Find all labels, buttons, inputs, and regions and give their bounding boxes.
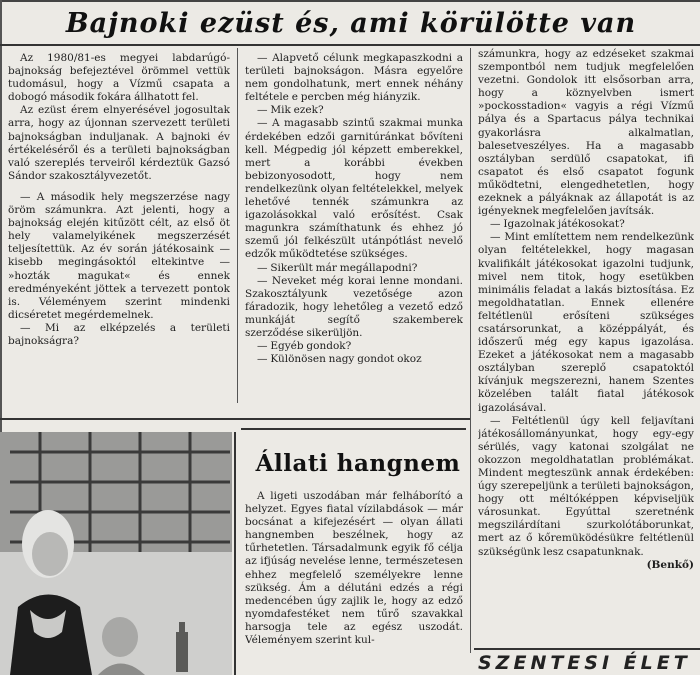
author-signature: (Benkő) bbox=[646, 558, 694, 571]
swimming-pool-photo bbox=[0, 432, 232, 675]
col2-paragraph-1: — Alapvető célunk megkapaszkodni a területi bajnokságon. Másra egyelőre nem gondolhatunk, mert ennek néhány feltétele e percben még hiányzik. bbox=[245, 52, 463, 104]
title-box-top bbox=[241, 428, 466, 430]
second-article-paragraph: A ligeti uszodában már felháborító a helyzet. Egyes fiatal vízilabdások — már bocsánat a kifejezésért — olyan állati hangnemben beszélnek, hogy az tűrhetetlen. Társadalmunk egyik fő célja az ifjúság nevelése lenne, természetesen ehhez megfelelő személyekre lenne szükség. Ám a délutáni edzés a régi medencében úgy zajlik le, hogy az edző nyomdafestéket nem tűrő szavakkal harsogja tele az egész uszodát. Véleményem szerint kul- bbox=[245, 490, 463, 647]
photo-illustration bbox=[0, 432, 232, 675]
article-column-3 bbox=[478, 48, 694, 646]
article-headline: Bajnoki ezüst és, ami körülötte van bbox=[65, 8, 637, 39]
col3-paragraph-2: — Igazolnak játékosokat? bbox=[490, 218, 625, 231]
col3-paragraph-3: — Mint említettem nem rendelkezünk olyan feltételekkel, hogy magasan kvalifikált játékosokat igazolni tudjunk, mivel nem titok, hogy esetükben minimális feladat a lakás biztosítása. Ez megoldhatatlan. Ennek ellenére feltétlenül erősíteni szükséges csatársorunkat, a középpályát, és időszerű még egy kapus igazolása. Ezeket a játékosokat nem a magasabb osztályban szereplő csapatoktól kívánjuk megszerezni, hanem Szentes közelében talált fiatal játékosok igazolásával. bbox=[478, 231, 694, 414]
column-divider-2 bbox=[470, 48, 471, 653]
col3-paragraph-4: — Feltétlenül úgy kell feljavítani játékosállományunkat, hogy egy-egy sérülés, vagy katonai szolgálat ne okozzon megoldhatatlan problémákat. Mindent megteszünk annak érdekében: úgy szerepeljünk a területi bajnokságon, hogy ott méltóképpen képviseljük városunkat. Egyúttal szeretnénk megszilárdítani szurkolótáborunkat, mert az ő kőremüködésükre feltétlenül szükségünk lesz csapatunknak. bbox=[478, 414, 694, 558]
col1-paragraph-4: — Mi az elképzelés a területi bajnokságra? bbox=[8, 321, 230, 347]
article-column-1 bbox=[8, 52, 230, 417]
second-article-title: Állati hangnem bbox=[255, 450, 461, 477]
col1-paragraph-3: — A második hely megszerzése nagy öröm számunkra. Azt jelenti, hogy a bajnokság elején kitűzött célt, az első öt hely valamelyikének megszerzését teljesítettük. Az év során játékosaink — kisebb megingásoktól eltekintve — »hozták magukat« és ennek eredményeként jöttek a tervezett pontok is. Véleményem szerint mindenki dicséretet megérdemelnek. bbox=[8, 190, 230, 321]
col1-paragraph-2: Az ezüst érem elnyerésével jogosultak arra, hogy az újonnan szervezett területi bajnokságban induljanak. A bajnoki év értékeléséről és a területi bajnokságban való szereplés terveiről kérdeztük Gazsó Sándor szakosztályvezetőt. bbox=[8, 104, 230, 182]
second-article-body bbox=[245, 490, 463, 675]
newspaper-masthead: SZENTESI ÉLET bbox=[478, 652, 691, 674]
col2-paragraph-4: — Sikerült már megállapodni? bbox=[257, 261, 418, 274]
col3-paragraph-1: számunkra, hogy az edzéseket szakmai szempontból nem tudjuk megfelelően vezetni. Gondolok itt elsősorban arra, hogy a köznyelvben ismert »pockosstadion« vagyis a régi Vízmű pálya és a Spartacus pálya technikai gyakorlásra alkalmatlan, balesetveszélyes. Ha a magasabb osztályban serdülő csapatokat, ifi csapatot és első csapatot fogunk működtetni, elengedhetetlen, hogy ezeknek a pályáknak az állapotát is az igényeknek megfelelően javítsák. bbox=[478, 48, 694, 218]
photo-divider bbox=[234, 432, 236, 675]
top-border bbox=[0, 0, 700, 2]
story-separator bbox=[0, 418, 470, 420]
col1-paragraph-1: Az 1980/81-es megyei labdarúgó-bajnokság befejeztével örömmel vettük tudomásul, hogy a Vízmű csapata a dobogó második fokára állhatott fel. bbox=[8, 52, 230, 104]
col2-paragraph-3: — A magasabb szintű szakmai munka érdekében edzői garnitúránkat bővíteni kell. Mégpedig jól képzett emberekkel, mert a korábbi években bebizonyosodott, hogy nem rendelkezünk olyan feltételekkel, melyek lehetővé tennék számunkra az igazolásokkal való erősítést. Csak magunkra számíthatunk és ehhez jó szemű jól felkészült utánpótlást nevelő edzők működtetése szükséges. bbox=[245, 117, 463, 261]
article-column-2 bbox=[245, 52, 463, 412]
headline-rule bbox=[0, 44, 700, 46]
col2-paragraph-7: — Különösen nagy gondot okoz bbox=[257, 353, 422, 366]
col2-paragraph-5: — Neveket még korai lenne mondani. Szakosztályunk vezetősége azon fáradozik, hogy lehetőleg a vezető edző munkáját segítő szakemberek szerződése sikerüljön. bbox=[245, 274, 463, 339]
masthead-rule bbox=[474, 648, 700, 650]
col2-paragraph-6: — Egyéb gondok? bbox=[257, 340, 352, 353]
column-divider-1 bbox=[237, 48, 238, 403]
col2-paragraph-2: — Mik ezek? bbox=[257, 104, 324, 117]
